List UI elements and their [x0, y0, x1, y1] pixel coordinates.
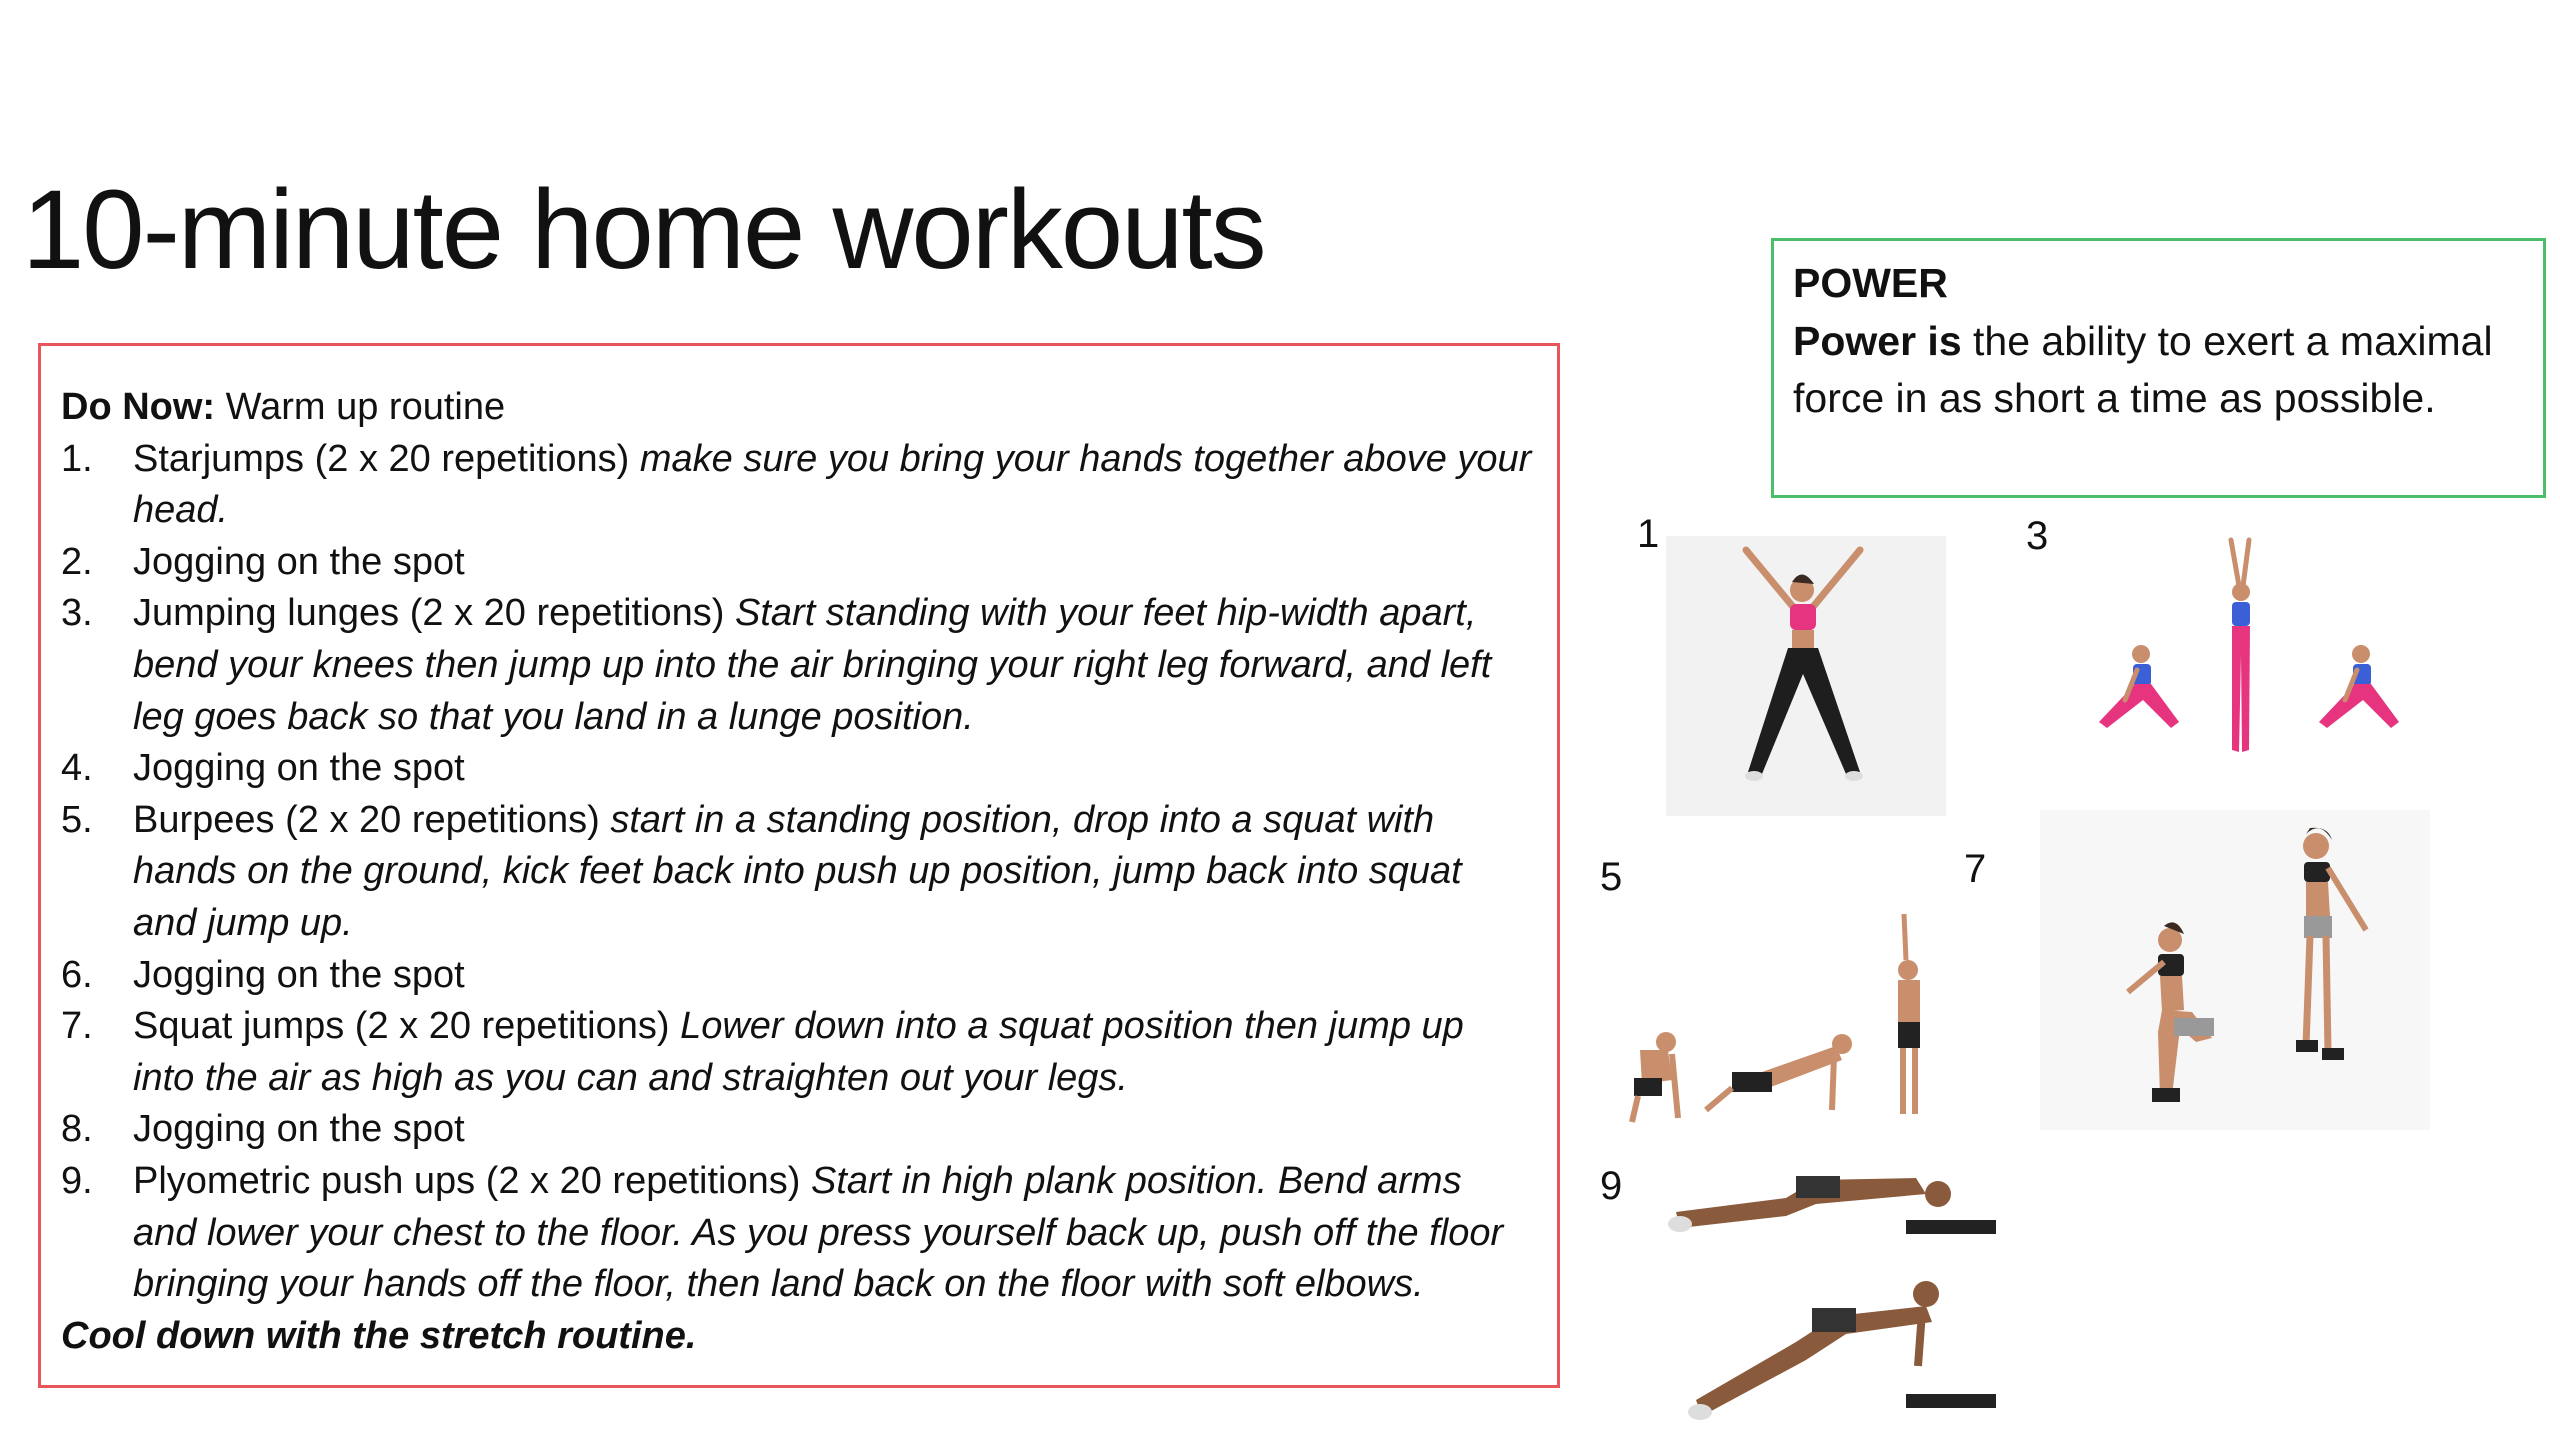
do-now-heading	[61, 382, 1535, 434]
cooldown-note: Cool down with the stretch routine.	[61, 1314, 697, 1357]
power-title: POWER	[1793, 260, 1948, 306]
step-text: Starjumps (2 x 20 repetitions)	[133, 437, 640, 480]
image-label-1: 1	[1637, 512, 1660, 556]
image-label-5: 5	[1600, 855, 1623, 899]
do-now-label: Do Now:	[61, 386, 216, 428]
exercise-step-5	[61, 795, 1535, 950]
power-definition-box	[1771, 238, 2546, 498]
step-number: 9.	[61, 1159, 93, 1202]
step-text: Burpees (2 x 20 repetitions)	[133, 798, 611, 841]
step-text: Jogging on the spot	[133, 540, 465, 583]
image-label-9: 9	[1600, 1164, 1623, 1208]
step-number: 3.	[61, 592, 93, 635]
exercise-step-6	[61, 950, 1535, 1002]
step-text: Squat jumps (2 x 20 repetitions)	[133, 1005, 681, 1048]
plyometric-pushups-image	[1666, 1160, 2006, 1430]
exercise-list	[61, 434, 1535, 1311]
step-detail: make sure you bring your hands together above your head.	[133, 437, 1532, 532]
exercise-step-9	[61, 1156, 1535, 1311]
step-detail: Start standing with your feet hip-width apart, bend your knees then jump up into the air bringing your right leg forward, and left leg goes back so that you land in a lunge position.	[133, 592, 1492, 738]
step-text: Jogging on the spot	[133, 1108, 465, 1151]
power-definition-text: the ability to exert a maximal force in as short a time as possible.	[1793, 317, 2493, 421]
exercise-step-8	[61, 1104, 1535, 1156]
exercise-step-3	[61, 588, 1535, 743]
jumping-lunges-image	[2093, 536, 2433, 776]
step-number: 6.	[61, 953, 93, 996]
step-number: 5.	[61, 798, 93, 841]
image-label-3: 3	[2026, 514, 2049, 558]
step-number: 1.	[61, 437, 93, 480]
step-text: Jogging on the spot	[133, 747, 465, 790]
starjump-image	[1666, 536, 1946, 816]
exercise-step-2	[61, 537, 1535, 589]
do-now-box	[38, 343, 1560, 1388]
step-detail: Start in high plank position. Bend arms and lower your chest to the floor. As you press yourself back up, push off the floor bringing your hands off the floor, then land back on the floor with soft elbows.	[133, 1159, 1504, 1306]
step-detail: Lower down into a squat position then jump up into the air as high as you can and straighten out your legs.	[133, 1005, 1464, 1099]
step-number: 2.	[61, 540, 93, 583]
do-now-intro: Warm up routine	[225, 386, 506, 428]
exercise-step-1	[61, 434, 1535, 537]
step-text: Jogging on the spot	[133, 953, 465, 996]
image-label-7: 7	[1964, 847, 1987, 891]
step-detail: start in a standing position, drop into a squat with hands on the ground, kick feet back into push up position, jump back into squat and jump up.	[133, 798, 1462, 944]
step-number: 7.	[61, 1005, 93, 1048]
slide-title: 10-minute home workouts	[22, 167, 1265, 292]
step-text: Jumping lunges (2 x 20 repetitions)	[133, 592, 735, 635]
burpees-image	[1622, 910, 1962, 1130]
step-number: 8.	[61, 1108, 93, 1151]
step-number: 4.	[61, 747, 93, 790]
step-text: Plyometric push ups (2 x 20 repetitions)	[133, 1159, 811, 1202]
squat-jumps-image	[2040, 810, 2430, 1130]
power-term: Power is	[1793, 317, 1962, 364]
exercise-step-4	[61, 743, 1535, 795]
exercise-step-7	[61, 1001, 1535, 1104]
power-definition	[1793, 313, 2523, 428]
